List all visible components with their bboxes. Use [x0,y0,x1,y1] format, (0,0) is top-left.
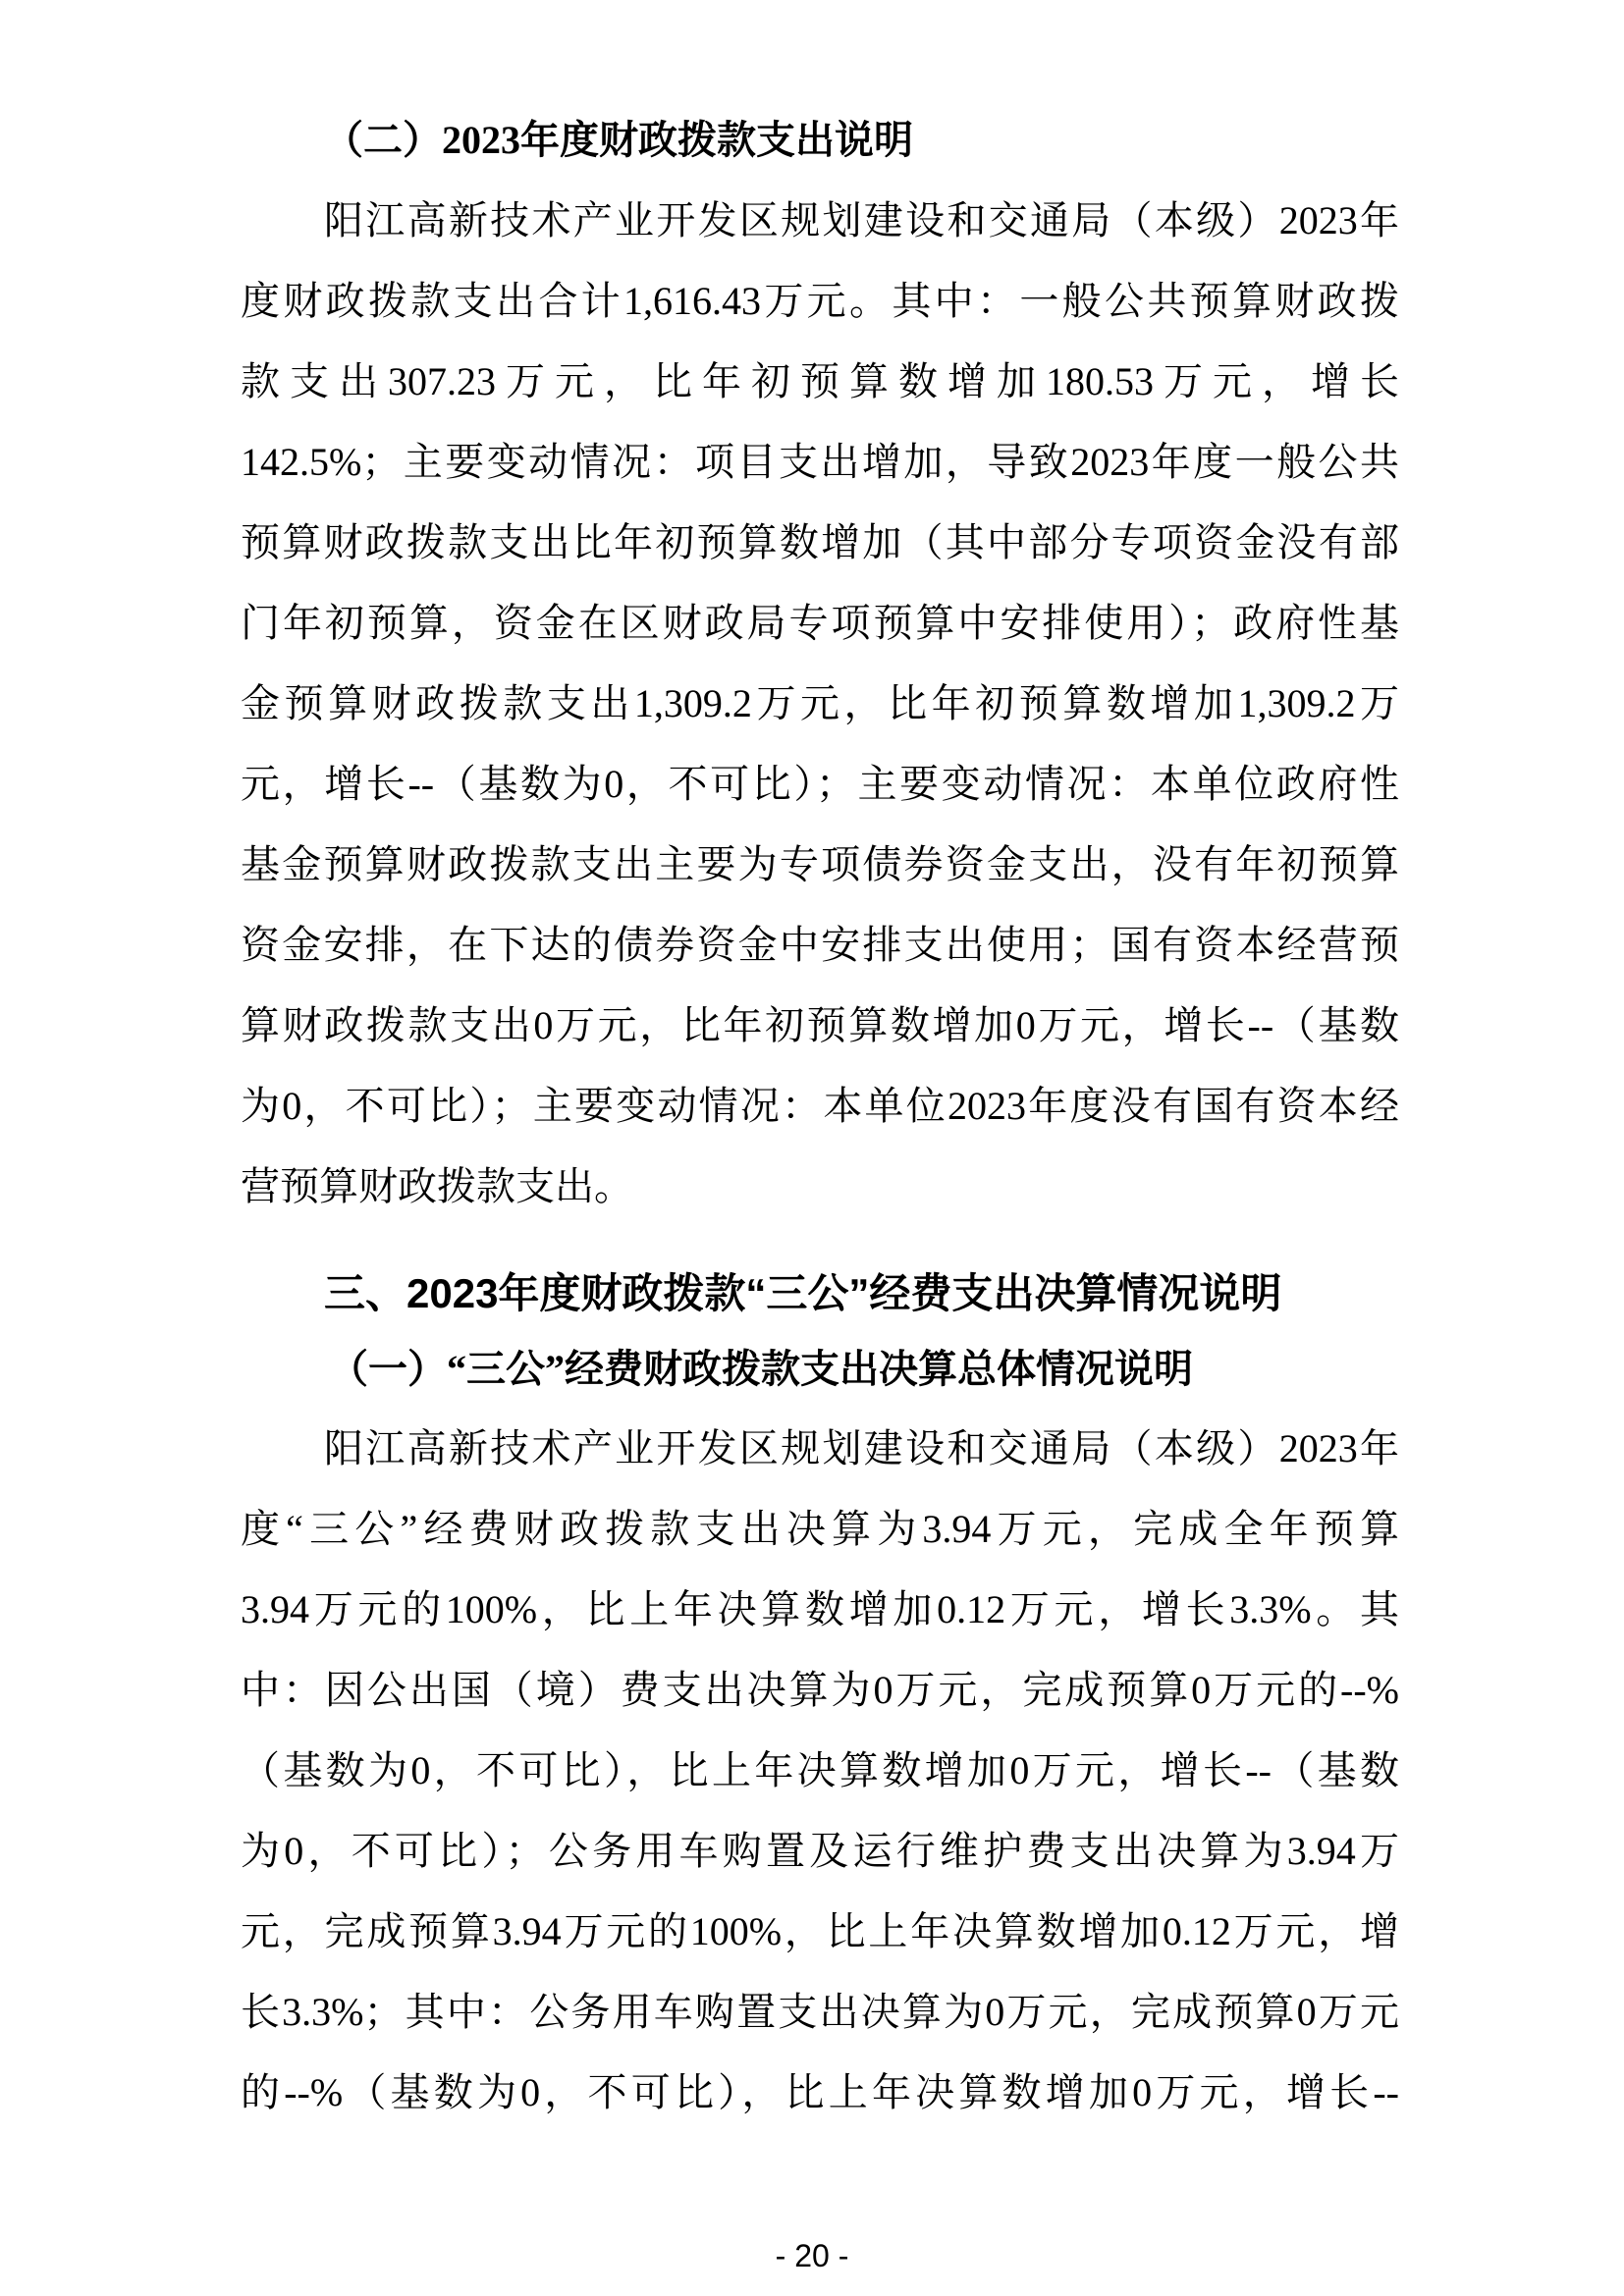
paragraph-line: 营预算财政拨款支出。 [241,1164,633,1208]
paragraph-line: 为0，不可比）；公务用车购置及运行维护费支出决算为3.94万 [241,1829,1399,1873]
paragraph-line: 款支出307.23万元，比年初预算数增加180.53万元，增长 [241,359,1399,403]
paragraph-line: 阳江高新技术产业开发区规划建设和交通局（本级）2023年 [324,1426,1399,1470]
paragraph-line: （基数为0，不可比），比上年决算数增加0万元，增长--（基数 [241,1748,1399,1792]
paragraph-line: 长3.3%；其中：公务用车购置支出决算为0万元，完成预算0万元 [241,1990,1399,2034]
paragraph-line: 基金预算财政拨款支出主要为专项债券资金支出，没有年初预算 [241,842,1399,886]
subsection-heading-appropriation-expenditure: （二）2023年度财政拨款支出说明 [324,118,913,162]
section-heading-three-public-expenses: 三、2023年度财政拨款“三公”经费支出决算情况说明 [324,1270,1282,1316]
paragraph-line: 为0，不可比）；主要变动情况：本单位2023年度没有国有资本经 [241,1084,1399,1128]
paragraph-line: 资金安排，在下达的债券资金中安排支出使用；国有资本经营预 [241,923,1399,967]
paragraph-line: 阳江高新技术产业开发区规划建设和交通局（本级）2023年 [324,198,1399,242]
paragraph-line: 算财政拨款支出0万元，比年初预算数增加0万元，增长--（基数 [241,1003,1399,1047]
paragraph-line: 金预算财政拨款支出1,309.2万元，比年初预算数增加1,309.2万 [241,681,1399,725]
paragraph-line: 度财政拨款支出合计1,616.43万元。其中：一般公共预算财政拨 [241,279,1399,323]
page-number: - 20 - [775,2238,849,2273]
paragraph-line: 的--%（基数为0，不可比），比上年决算数增加0万元，增长-- [241,2070,1399,2114]
paragraph-line: 门年初预算，资金在区财政局专项预算中安排使用）；政府性基 [241,601,1399,645]
paragraph-line: 中：因公出国（境）费支出决算为0万元，完成预算0万元的--% [241,1668,1399,1712]
subsection-heading-three-public-overall: （一）“三公”经费财政拨款支出决算总体情况说明 [329,1347,1193,1391]
paragraph-line: 预算财政拨款支出比年初预算数增加（其中部分专项资金没有部 [241,520,1399,564]
paragraph-line: 元，完成预算3.94万元的100%，比上年决算数增加0.12万元，增 [241,1909,1399,1953]
paragraph-line: 3.94万元的100%，比上年决算数增加0.12万元，增长3.3%。其 [241,1587,1399,1631]
paragraph-line: 度“三公”经费财政拨款支出决算为3.94万元，完成全年预算 [241,1507,1399,1551]
paragraph-line: 元，增长--（基数为0，不可比）；主要变动情况：本单位政府性 [241,762,1399,806]
paragraph-line: 142.5%；主要变动情况：项目支出增加，导致2023年度一般公共 [241,440,1399,484]
